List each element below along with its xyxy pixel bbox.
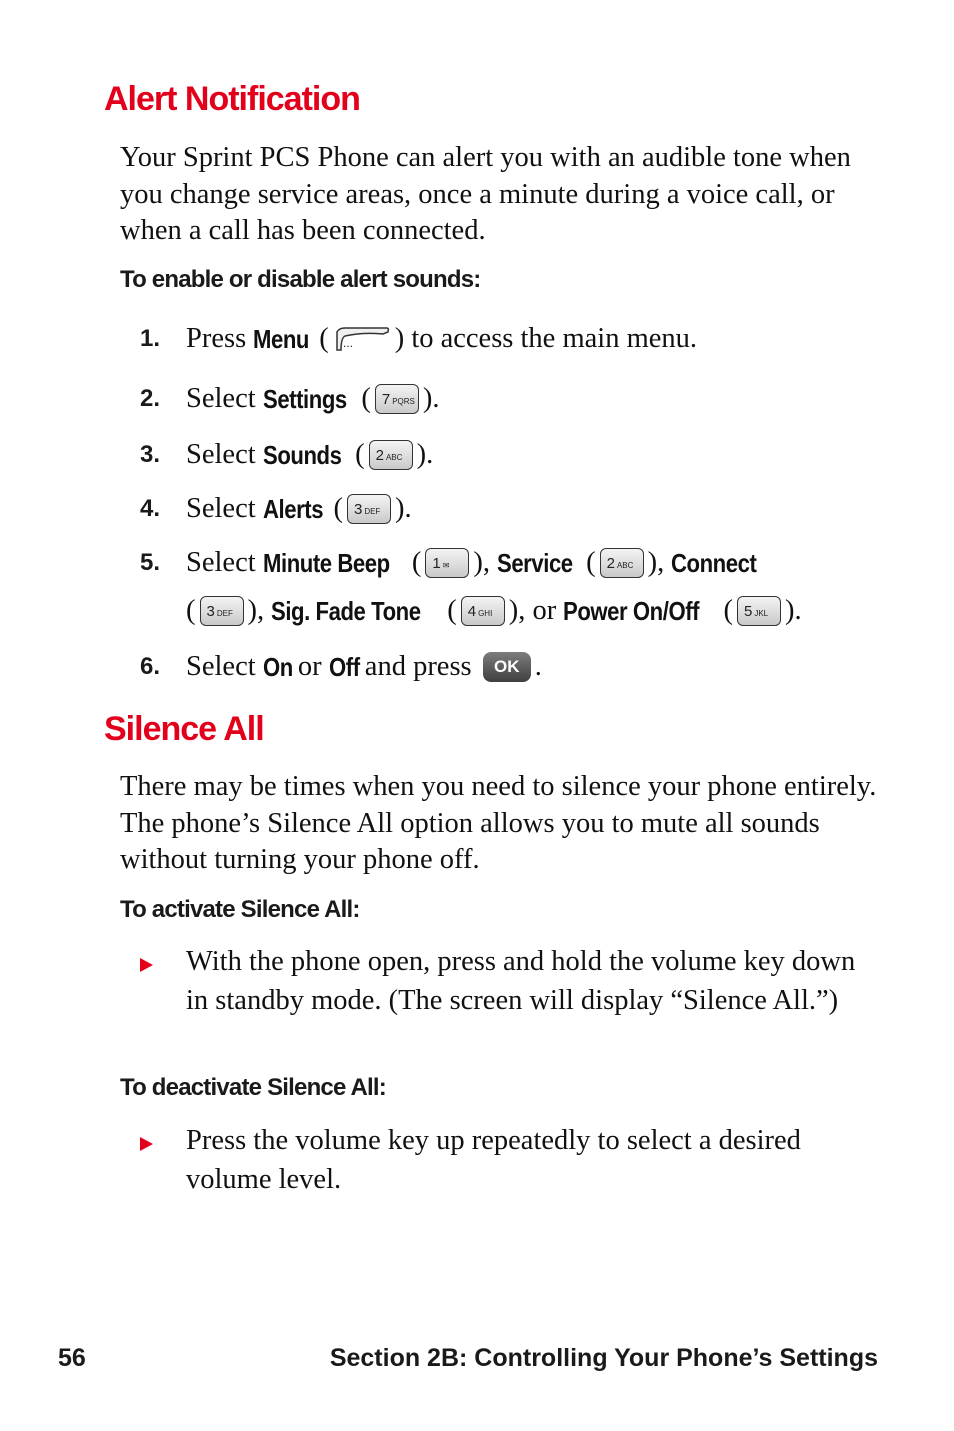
step-number-3: 3. <box>140 441 161 468</box>
step-number-2: 2. <box>140 385 161 412</box>
step-6: Select On or Off and press OK . <box>186 651 542 682</box>
key-4-icon: 4 GHI <box>461 596 505 626</box>
option-connect: Connect <box>671 547 757 578</box>
step-5-pre: Select <box>186 547 256 578</box>
key-7-icon: 7 PQRS <box>375 384 419 414</box>
step-3: Select Sounds ( 2 ABC ). <box>186 439 434 470</box>
ok-key-icon: OK <box>483 652 531 682</box>
step-number-5: 5. <box>140 549 161 576</box>
menu-key-icon <box>333 324 391 354</box>
option-minute-beep: Minute Beep <box>262 547 390 578</box>
step-4: Select Alerts ( 3 DEF ). <box>186 493 412 524</box>
key-3-icon: 3 DEF <box>347 494 391 524</box>
option-power-on-off: Power On/Off <box>563 595 700 626</box>
step-number-4: 4. <box>140 495 161 522</box>
step-5-line-2: ( 3 DEF ), Sig. Fade Tone ( 4 GHI ), or Power On/Off ( 5 JKL ). <box>186 595 802 626</box>
bullet-arrow-icon <box>140 1137 153 1151</box>
alert-intro: Your Sprint PCS Phone can alert you with an audible tone when you change service areas, once a minute during a voice call, or when a call has been connected. <box>120 142 851 246</box>
step-6-on: On <box>262 651 293 682</box>
step-1-bold: Menu <box>253 323 310 354</box>
deactivate-text: Press the volume key up repeatedly to select a desired volume level. <box>186 1125 801 1195</box>
step-2-pre: Select <box>186 383 256 414</box>
key-5-icon: 5 JKL <box>737 596 781 626</box>
step-3-pre: Select <box>186 439 256 470</box>
step-3-bold: Sounds <box>262 439 342 470</box>
key-3-icon: 3 DEF <box>200 596 244 626</box>
bullet-arrow-icon <box>140 958 153 972</box>
heading-alert-notification: Alert Notification <box>104 80 360 118</box>
step-2-bold: Settings <box>262 383 347 414</box>
step-1-pre: Press <box>186 323 247 354</box>
silence-intro: There may be times when you need to silence your phone entirely. The phone’s Silence All option allows you to mute all sounds without turning your phone off. <box>120 771 877 875</box>
step-2: Select Settings ( 7 PQRS ). <box>186 383 440 414</box>
subhead-deactivate: To deactivate Silence All: <box>120 1074 386 1101</box>
step-6-off: Off <box>328 651 360 682</box>
subhead-activate: To activate Silence All: <box>120 896 360 923</box>
step-4-pre: Select <box>186 493 256 524</box>
step-6-mid: or <box>297 651 322 682</box>
option-sig-fade-tone: Sig. Fade Tone <box>271 595 421 626</box>
step-1: Press Menu ( ... ) to access the main menu. <box>186 323 698 354</box>
step-6-post: and press <box>364 651 472 682</box>
key-2-icon: 2 ABC <box>369 440 413 470</box>
step-1-post: ) to access the main menu. <box>394 323 698 354</box>
step-4-bold: Alerts <box>262 493 323 524</box>
svg-text:...: ... <box>342 336 353 350</box>
subhead-enable-alerts: To enable or disable alert sounds: <box>120 266 481 293</box>
option-service: Service <box>497 547 573 578</box>
step-number-6: 6. <box>140 653 161 680</box>
key-1-icon: 1 ✉ <box>425 548 469 578</box>
step-6-pre: Select <box>186 651 256 682</box>
activate-text: With the phone open, press and hold the volume key down in standby mode. (The screen will display “Silence All.”) <box>186 946 856 1016</box>
step-number-1: 1. <box>140 325 161 352</box>
step-5-or: or <box>532 595 557 626</box>
step-5-line-1: Select Minute Beep ( 1 ✉ ), Service ( 2 ABC ), Connect <box>186 547 757 578</box>
key-2-icon: 2 ABC <box>600 548 644 578</box>
page-number: 56 <box>58 1344 86 1372</box>
heading-silence-all: Silence All <box>104 710 264 748</box>
section-title: Section 2B: Controlling Your Phone’s Settings <box>329 1344 878 1372</box>
